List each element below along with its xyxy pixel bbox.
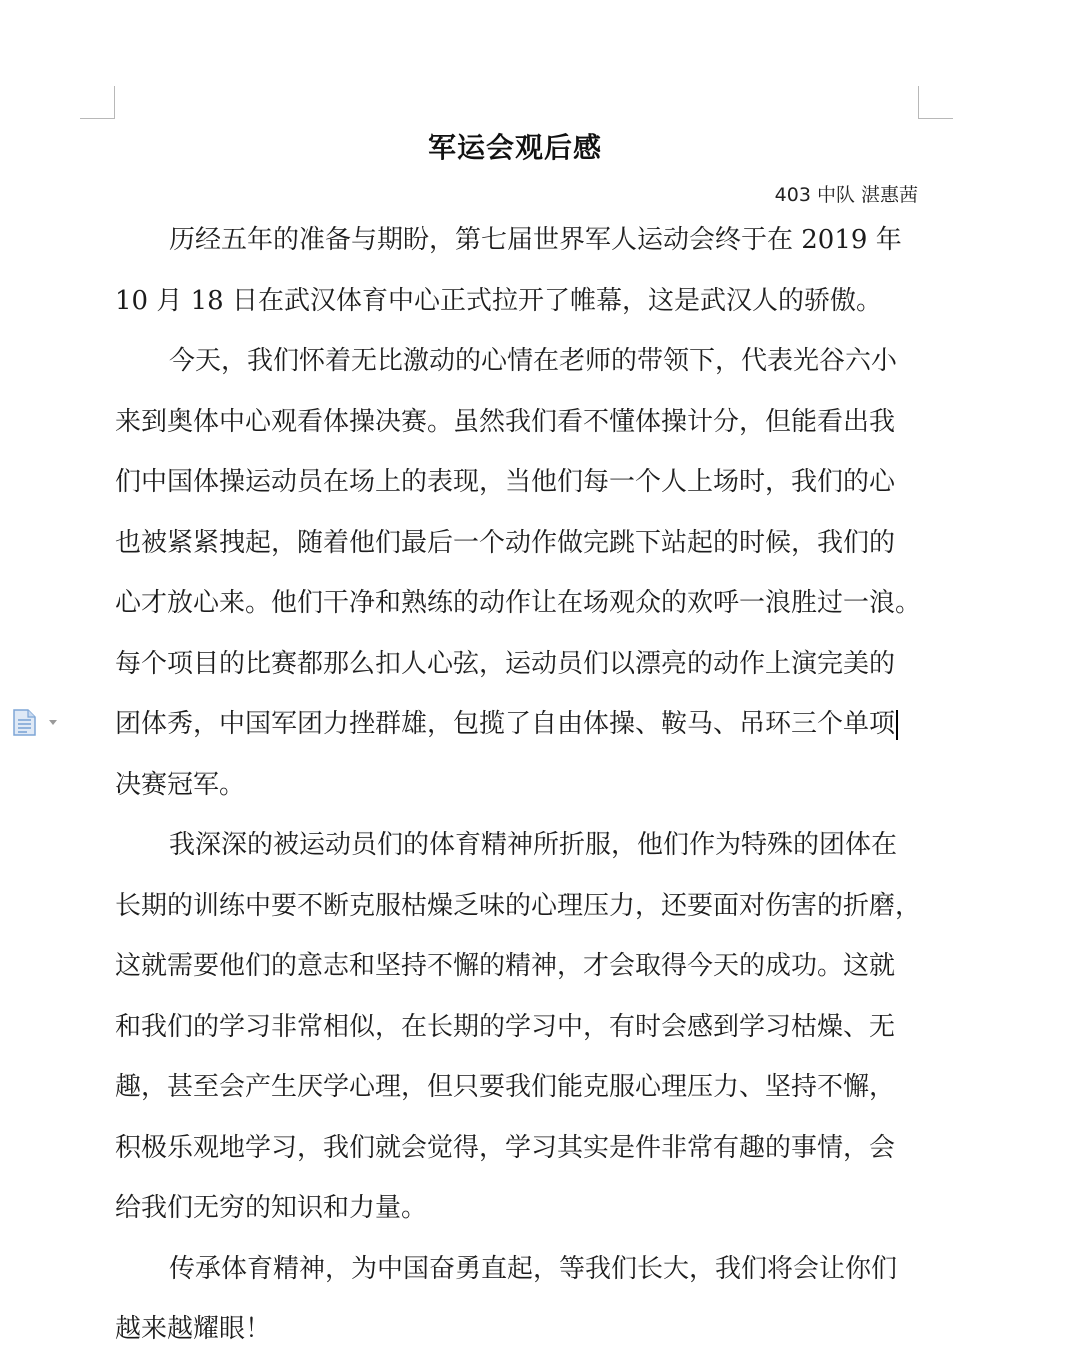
chevron-down-icon [49, 720, 57, 725]
document-body[interactable] [115, 210, 920, 1360]
document-author: 403 中队 湛惠茜 [774, 184, 918, 206]
text-line[interactable] [115, 815, 920, 876]
text-line-content: 我深深的被运动员们的体育精神所折服，他们作为特殊的团体在 [169, 830, 898, 860]
text-line[interactable] [115, 634, 920, 695]
text-line[interactable] [115, 513, 920, 574]
text-line[interactable] [115, 210, 920, 271]
text-line[interactable] [115, 1239, 920, 1300]
text-line[interactable] [115, 755, 920, 816]
text-line-content: 传承体育精神，为中国奋勇直起，等我们长大，我们将会让你们 [169, 1253, 898, 1284]
text-line-content: 越来越耀眼！ [115, 1314, 272, 1344]
text-line[interactable] [115, 452, 920, 513]
text-line-content: 历经五年的准备与期盼，第七届世界军人运动会终于在 2019 年 [169, 225, 902, 255]
text-line[interactable] [115, 694, 920, 755]
text-line[interactable] [115, 331, 920, 392]
document-icon[interactable] [13, 708, 61, 736]
text-line-content: 10 月 18 日在武汉体育中心正式拉开了帷幕，这是武汉人的骄傲。 [115, 285, 882, 316]
text-line[interactable] [115, 573, 920, 634]
text-line[interactable] [115, 876, 920, 937]
text-line[interactable] [115, 271, 920, 332]
text-line-content: 决赛冠军。 [115, 769, 246, 800]
text-line-content: 趣，甚至会产生厌学心理，但只要我们能克服心理压力、坚持不懈， [115, 1072, 896, 1102]
text-line-content: 心才放心来。他们干净和熟练的动作让在场观众的欢呼一浪胜过一浪。 [115, 588, 922, 618]
document-icon-glyph [14, 710, 35, 735]
text-line[interactable] [115, 1178, 920, 1239]
margin-corner-top-left [80, 86, 115, 119]
text-line-content: 们中国体操运动员在场上的表现，当他们每一个人上场时，我们的心 [115, 467, 896, 497]
margin-corner-top-right [918, 86, 953, 119]
text-line-content: 也被紧紧拽起，随着他们最后一个动作做完跳下站起的时候，我们的 [115, 527, 896, 558]
text-line[interactable] [115, 1057, 920, 1118]
text-line-content: 长期的训练中要不断克服枯燥乏味的心理压力，还要面对伤害的折磨， [115, 890, 922, 921]
text-line[interactable] [115, 392, 920, 453]
text-cursor [896, 710, 898, 740]
text-line[interactable] [115, 936, 920, 997]
text-line[interactable] [115, 1299, 920, 1360]
text-line-content: 来到奥体中心观看体操决赛。虽然我们看不懂体操计分，但能看出我 [115, 406, 896, 437]
text-line-content: 每个项目的比赛都那么扣人心弦，运动员们以漂亮的动作上演完美的 [115, 648, 896, 679]
text-line-content: 今天，我们怀着无比激动的心情在老师的带领下，代表光谷六小 [169, 346, 898, 376]
text-line-content: 团体秀，中国军团力挫群雄，包揽了自由体操、鞍马、吊环三个单项 [115, 709, 896, 739]
text-line-content: 和我们的学习非常相似，在长期的学习中，有时会感到学习枯燥、无 [115, 1011, 896, 1042]
text-line-content: 给我们无穷的知识和力量。 [115, 1193, 428, 1223]
text-line[interactable] [115, 1118, 920, 1179]
text-line-content: 这就需要他们的意志和坚持不懈的精神，才会取得今天的成功。这就 [115, 951, 896, 981]
document-title: 军运会观后感 [427, 131, 602, 164]
text-line-content: 积极乐观地学习，我们就会觉得，学习其实是件非常有趣的事情，会 [115, 1132, 896, 1163]
text-line[interactable] [115, 997, 920, 1058]
